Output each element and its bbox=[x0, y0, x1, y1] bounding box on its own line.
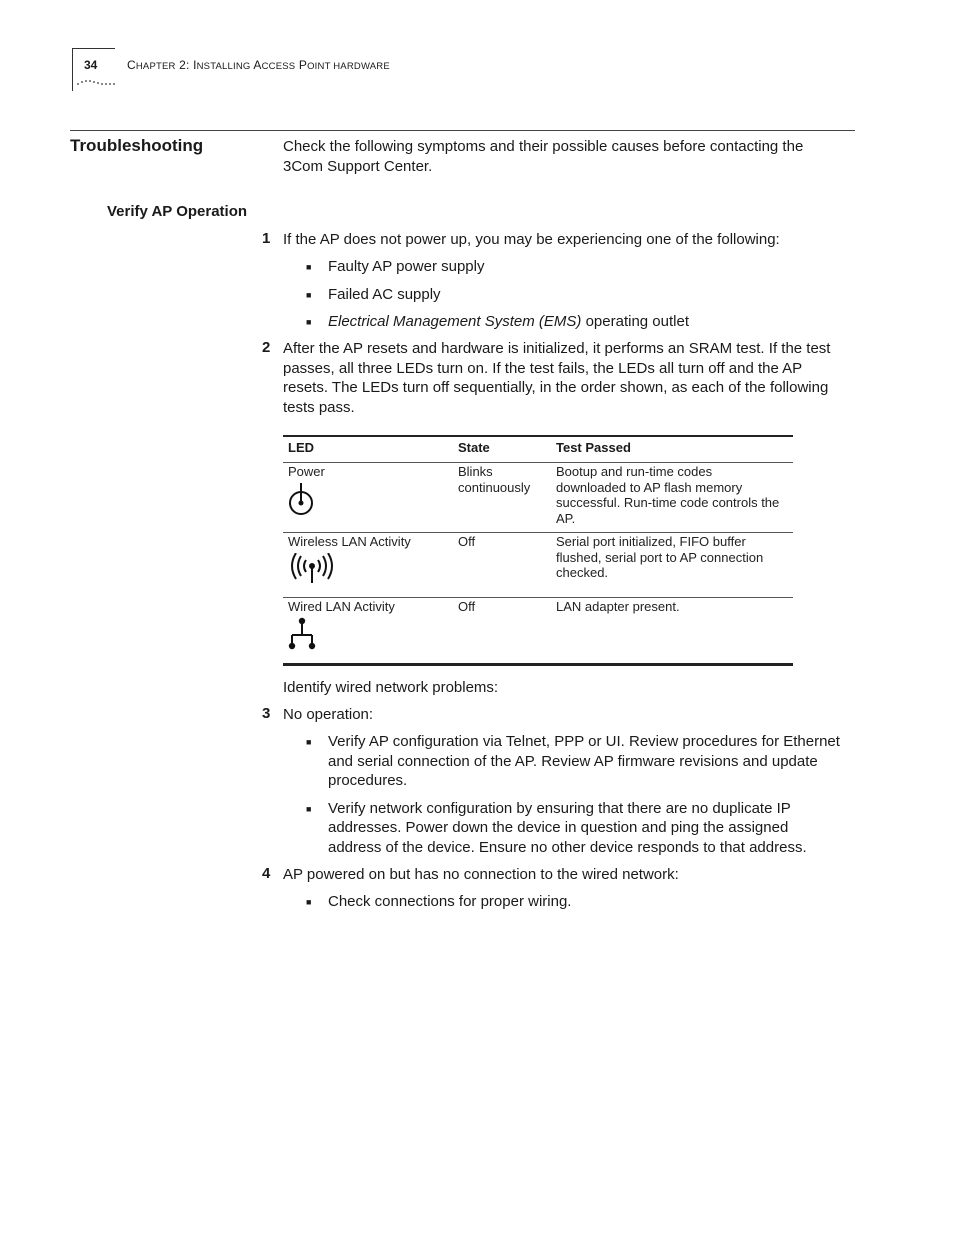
bullet-icon: ■ bbox=[306, 290, 312, 300]
step-number: 1 bbox=[262, 230, 271, 247]
section-intro-line: Check the following symptoms and their possible causes before contacting the bbox=[283, 138, 804, 155]
bullet-text-line: and serial connection of the AP. Review AP firmware revisions and update bbox=[328, 753, 818, 770]
table-cell-test: Serial port initialized, FIFO buffer flushed, serial port to AP connection checked. bbox=[556, 534, 764, 580]
step-number: 3 bbox=[262, 705, 271, 722]
wireless-icon bbox=[290, 553, 334, 585]
power-icon bbox=[287, 481, 315, 517]
bullet-icon: ■ bbox=[306, 897, 312, 907]
table-header-test: Test Passed bbox=[556, 440, 631, 455]
table-rule bbox=[283, 532, 793, 533]
bullet-text: Failed AC supply bbox=[328, 286, 441, 303]
bullet-text: Faulty AP power supply bbox=[328, 258, 485, 275]
bullet-icon: ■ bbox=[306, 737, 312, 747]
section-rule bbox=[70, 130, 855, 131]
bullet-icon: ■ bbox=[306, 804, 312, 814]
table-cell-test: LAN adapter present. bbox=[556, 599, 680, 614]
bullet-text-line: address of the device. Ensure no other device responds to that address. bbox=[328, 839, 807, 856]
step-text: AP powered on but has no connection to the wired network: bbox=[283, 866, 679, 883]
table-rule bbox=[283, 597, 793, 598]
step-number: 2 bbox=[262, 339, 271, 356]
bullet-text-line: Verify AP configuration via Telnet, PPP or UI. Review procedures for Ethernet bbox=[328, 733, 840, 750]
table-cell-test: Bootup and run-time codes downloaded to AP flash memory successful. Run-time code controls the AP. bbox=[556, 464, 780, 526]
step-text: No operation: bbox=[283, 706, 374, 723]
table-header-state: State bbox=[458, 440, 490, 455]
wired-network-icon bbox=[287, 617, 317, 651]
table-top-rule bbox=[283, 435, 793, 437]
step-text-line: tests pass. bbox=[283, 399, 355, 416]
table-cell-led: Wired LAN Activity bbox=[288, 599, 395, 614]
table-cell-state: Off bbox=[458, 534, 476, 549]
table-header-led: LED bbox=[288, 440, 314, 455]
section-title: Troubleshooting bbox=[70, 136, 204, 155]
subsection-title: Verify AP Operation bbox=[107, 203, 248, 220]
paragraph: Identify wired network problems: bbox=[283, 679, 499, 696]
step-text-line: passes, all three LEDs turn on. If the test fails, the LEDs all turn off and the AP bbox=[283, 360, 803, 377]
chapter-title: CHAPTER 2: INSTALLING ACCESS POINT HARDWARE bbox=[127, 58, 390, 72]
table-bottom-rule bbox=[283, 663, 793, 666]
bullet-icon: ■ bbox=[306, 317, 312, 327]
table-rule bbox=[283, 462, 793, 463]
table-cell-state: Off bbox=[458, 599, 476, 614]
section-intro-line: 3Com Support Center. bbox=[283, 158, 433, 175]
table-cell-led: Power bbox=[288, 464, 325, 479]
bullet-text-line: procedures. bbox=[328, 772, 408, 789]
step-text-line: resets. The LEDs turn off sequentially, in the order shown, as each of the following bbox=[283, 379, 829, 396]
bullet-text: Electrical Management System (EMS) operating outlet bbox=[328, 313, 689, 330]
bullet-text-line: Verify network configuration by ensuring that there are no duplicate IP bbox=[328, 800, 791, 817]
step-text: If the AP does not power up, you may be experiencing one of the following: bbox=[283, 231, 780, 248]
table-cell-state: Blinks continuously bbox=[458, 464, 531, 495]
bullet-text: Check connections for proper wiring. bbox=[328, 893, 572, 910]
dotted-ornament-icon bbox=[76, 78, 116, 86]
bullet-icon: ■ bbox=[306, 262, 312, 272]
step-text-line: After the AP resets and hardware is initialized, it performs an SRAM test. If the test bbox=[283, 340, 831, 357]
bullet-text-line: addresses. Power down the device in question and ping the assigned bbox=[328, 819, 789, 836]
step-number: 4 bbox=[262, 865, 271, 882]
table-cell-led: Wireless LAN Activity bbox=[288, 534, 411, 549]
page-number: 34 bbox=[84, 58, 98, 72]
